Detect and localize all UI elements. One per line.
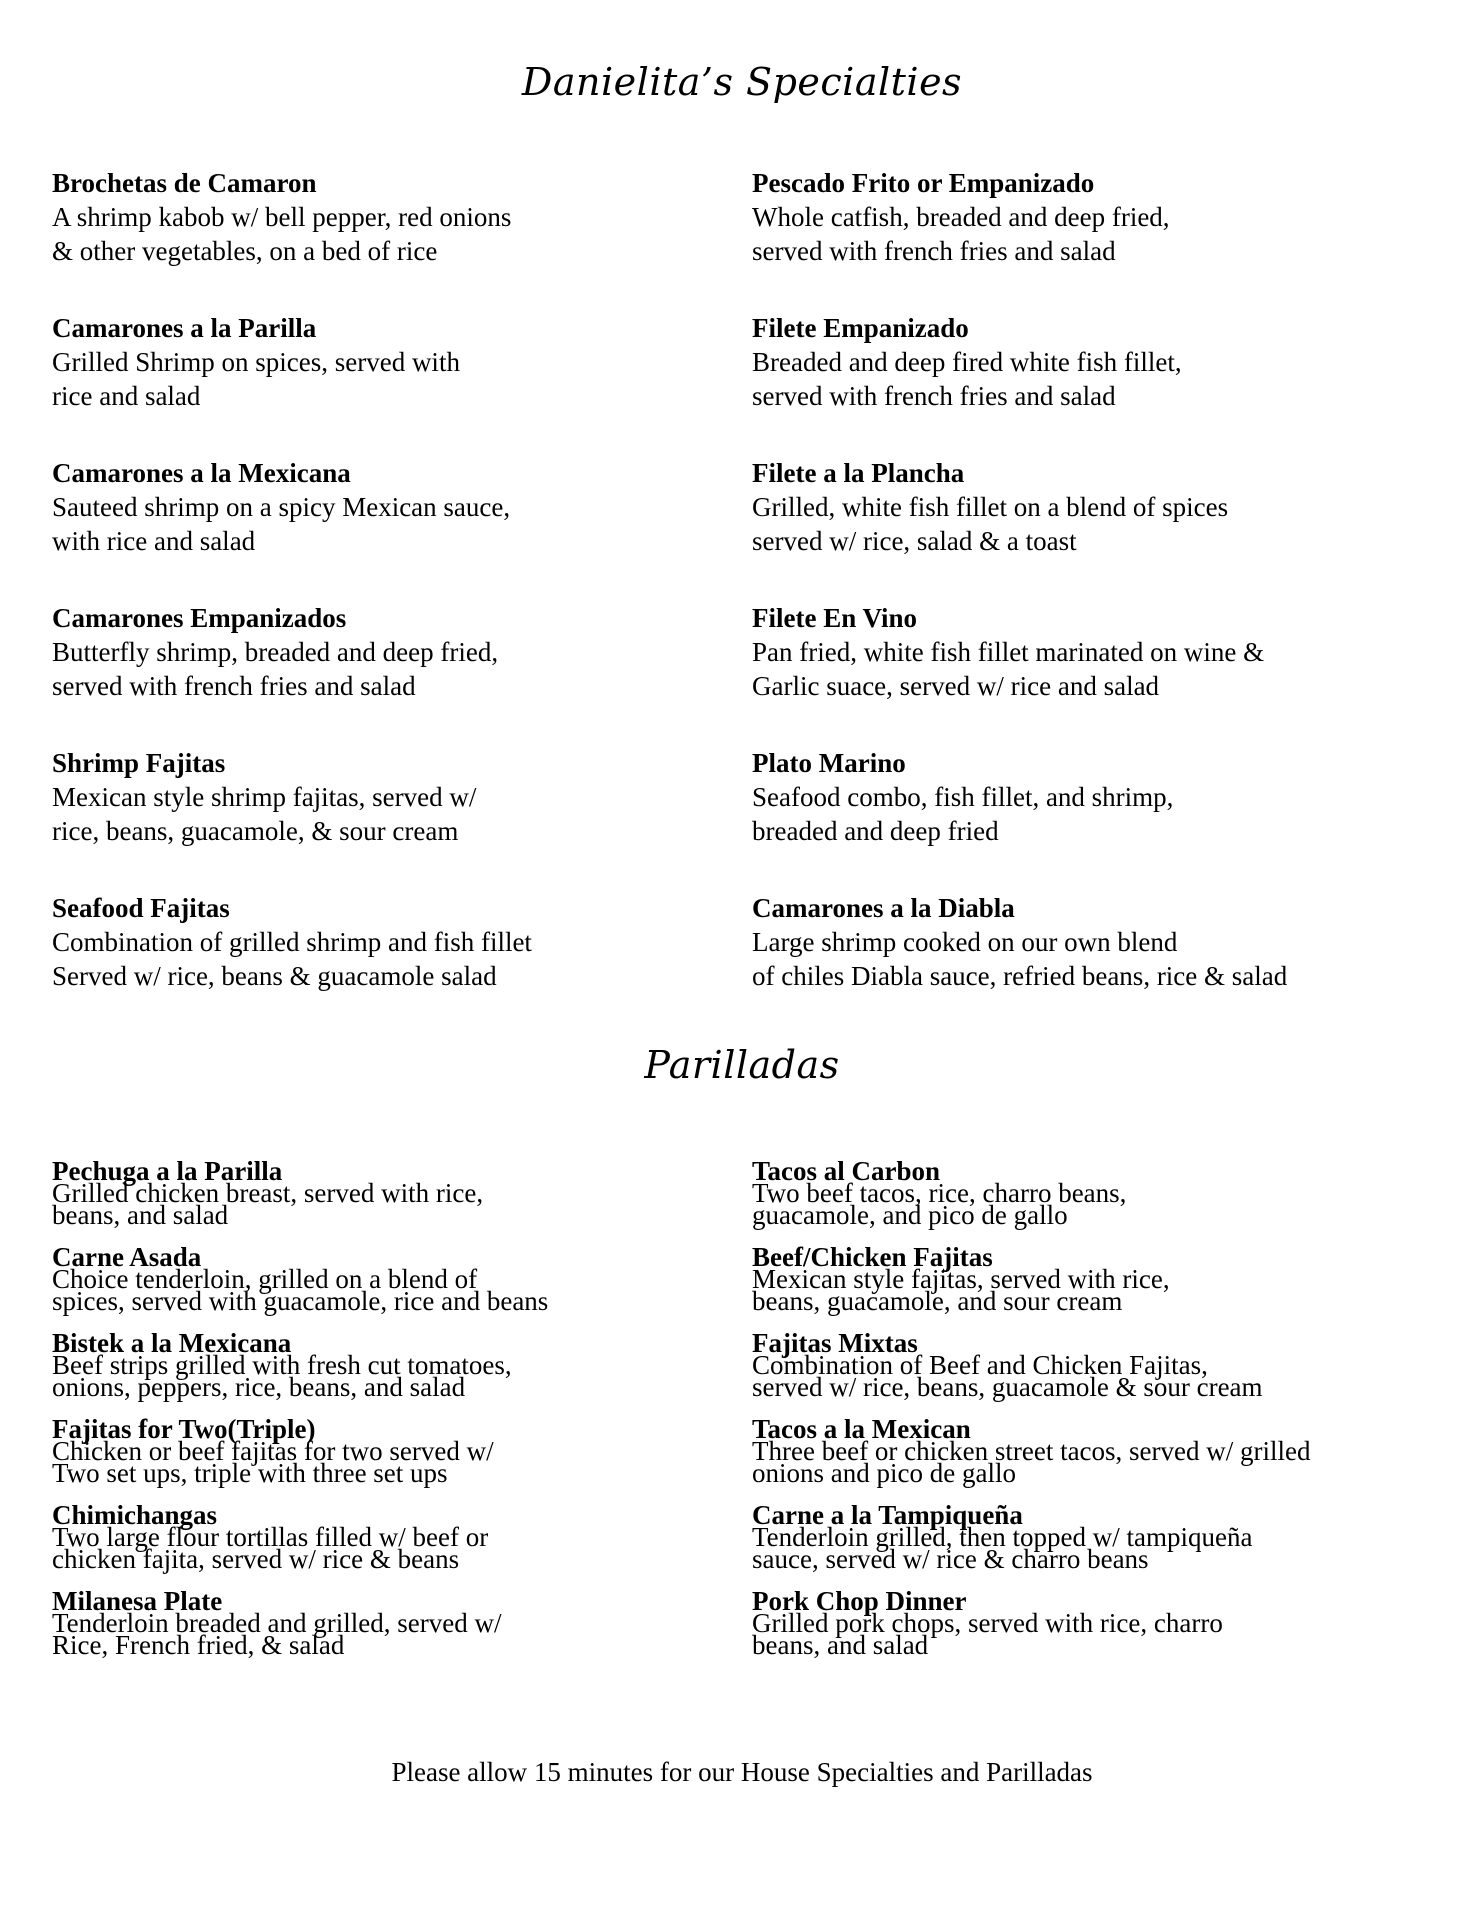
menu-item — [752, 891, 1452, 993]
parilladas-title: Parilladas — [644, 1043, 840, 1087]
item-name: Tacos al Carbon — [752, 1156, 941, 1186]
menu-item — [52, 1414, 692, 1488]
menu-item — [52, 601, 692, 703]
item-name: Fajitas for Two(Triple) — [52, 1414, 316, 1444]
item-name: Filete a la Plancha — [752, 458, 965, 488]
specialties-right-column — [752, 166, 1452, 1036]
item-name: Filete En Vino — [752, 603, 918, 633]
item-name: Pescado Frito or Empanizado — [752, 168, 1095, 198]
menu-item — [52, 1586, 692, 1660]
item-description: Large shrimp cooked on our own blend of chiles Diabla sauce, refried beans, rice & salad — [752, 927, 1288, 991]
menu-item — [752, 1414, 1452, 1488]
menu-item — [52, 1156, 692, 1230]
parilladas-left-column — [52, 1156, 692, 1676]
item-name: Seafood Fajitas — [52, 893, 230, 923]
item-description: Grilled Shrimp on spices, served with rice and salad — [52, 347, 460, 411]
item-name: Carne Asada — [52, 1242, 202, 1272]
item-description: Breaded and deep fired white fish fillet, served with french fries and salad — [752, 347, 1182, 411]
menu-item — [52, 1328, 692, 1402]
menu-item — [752, 746, 1452, 848]
item-description: Choice tenderloin, grilled on a blend of spices, served with guacamole, rice and beans — [52, 1264, 549, 1316]
footer-note: Please allow 15 minutes for our House Specialties and Parilladas — [391, 1757, 1093, 1787]
menu-item — [52, 456, 692, 558]
menu-item — [752, 456, 1452, 558]
menu-item — [752, 1328, 1452, 1402]
item-name: Pork Chop Dinner — [752, 1586, 967, 1616]
item-name: Tacos a la Mexican — [752, 1414, 971, 1444]
item-name: Fajitas Mixtas — [752, 1328, 918, 1358]
item-description: Sauteed shrimp on a spicy Mexican sauce, with rice and salad — [52, 492, 511, 556]
specialties-title: Danielita’s Specialties — [521, 60, 963, 104]
menu-item — [752, 1242, 1452, 1316]
item-name: Camarones a la Parilla — [52, 313, 317, 343]
menu-item — [52, 1500, 692, 1574]
menu-item — [752, 601, 1452, 703]
item-name: Camarones Empanizados — [52, 603, 347, 633]
item-name: Carne a la Tampiqueña — [752, 1500, 1023, 1530]
item-description: Butterfly shrimp, breaded and deep fried, served with french fries and salad — [52, 637, 499, 701]
item-description: Tenderloin grilled, then topped w/ tampiqueña sauce, served w/ rice & charro beans — [752, 1522, 1253, 1574]
item-description: A shrimp kabob w/ bell pepper, red onions & other vegetables, on a bed of rice — [52, 202, 512, 266]
item-description: Tenderloin breaded and grilled, served w/ Rice, French fried, & salad — [52, 1608, 502, 1660]
menu-item — [752, 1586, 1452, 1660]
item-description: Two beef tacos, rice, charro beans, guacamole, and pico de gallo — [752, 1178, 1127, 1230]
item-name: Camarones a la Diabla — [752, 893, 1015, 923]
item-description: Beef strips grilled with fresh cut tomatoes, onions, peppers, rice, beans, and salad — [52, 1350, 512, 1402]
menu-item — [52, 891, 692, 993]
item-name: Camarones a la Mexicana — [52, 458, 351, 488]
item-description: Mexican style shrimp fajitas, served w/ rice, beans, guacamole, & sour cream — [52, 782, 477, 846]
item-description: Grilled chicken breast, served with rice, beans, and salad — [52, 1178, 484, 1230]
item-description: Whole catfish, breaded and deep fried, served with french fries and salad — [752, 202, 1170, 266]
item-description: Two large flour tortillas filled w/ beef or chicken fajita, served w/ rice & beans — [52, 1522, 489, 1574]
item-description: Mexican style fajitas, served with rice, beans, guacamole, and sour cream — [752, 1264, 1170, 1316]
item-name: Brochetas de Camaron — [52, 168, 317, 198]
item-description: Seafood combo, fish fillet, and shrimp, breaded and deep fried — [752, 782, 1174, 846]
specialties-left-column — [52, 166, 692, 1036]
item-name: Filete Empanizado — [752, 313, 969, 343]
menu-item — [752, 1156, 1452, 1230]
item-name: Beef/Chicken Fajitas — [752, 1242, 993, 1272]
item-name: Bistek a la Mexicana — [52, 1328, 292, 1358]
item-description: Combination of grilled shrimp and fish fillet Served w/ rice, beans & guacamole salad — [52, 927, 532, 991]
item-description: Pan fried, white fish fillet marinated on wine & Garlic suace, served w/ rice and salad — [752, 637, 1265, 701]
menu-item — [52, 746, 692, 848]
item-name: Milanesa Plate — [52, 1586, 223, 1616]
item-description: Three beef or chicken street tacos, served w/ grilled onions and pico de gallo — [752, 1436, 1311, 1488]
item-name: Chimichangas — [52, 1500, 218, 1530]
item-description: Chicken or beef fajitas for two served w/ Two set ups, triple with three set ups — [52, 1436, 494, 1488]
menu-item — [752, 166, 1452, 268]
parilladas-right-column — [752, 1156, 1452, 1676]
menu-item — [752, 1500, 1452, 1574]
item-name: Shrimp Fajitas — [52, 748, 226, 778]
menu-item — [52, 1242, 692, 1316]
item-name: Plato Marino — [752, 748, 906, 778]
item-description: Grilled pork chops, served with rice, charro beans, and salad — [752, 1608, 1223, 1660]
menu-item — [752, 311, 1452, 413]
item-name: Pechuga a la Parilla — [52, 1156, 283, 1186]
item-description: Combination of Beef and Chicken Fajitas, served w/ rice, beans, guacamole & sour cream — [752, 1350, 1263, 1402]
menu-item — [52, 311, 692, 413]
item-description: Grilled, white fish fillet on a blend of spices served w/ rice, salad & a toast — [752, 492, 1229, 556]
menu-item — [52, 166, 692, 268]
